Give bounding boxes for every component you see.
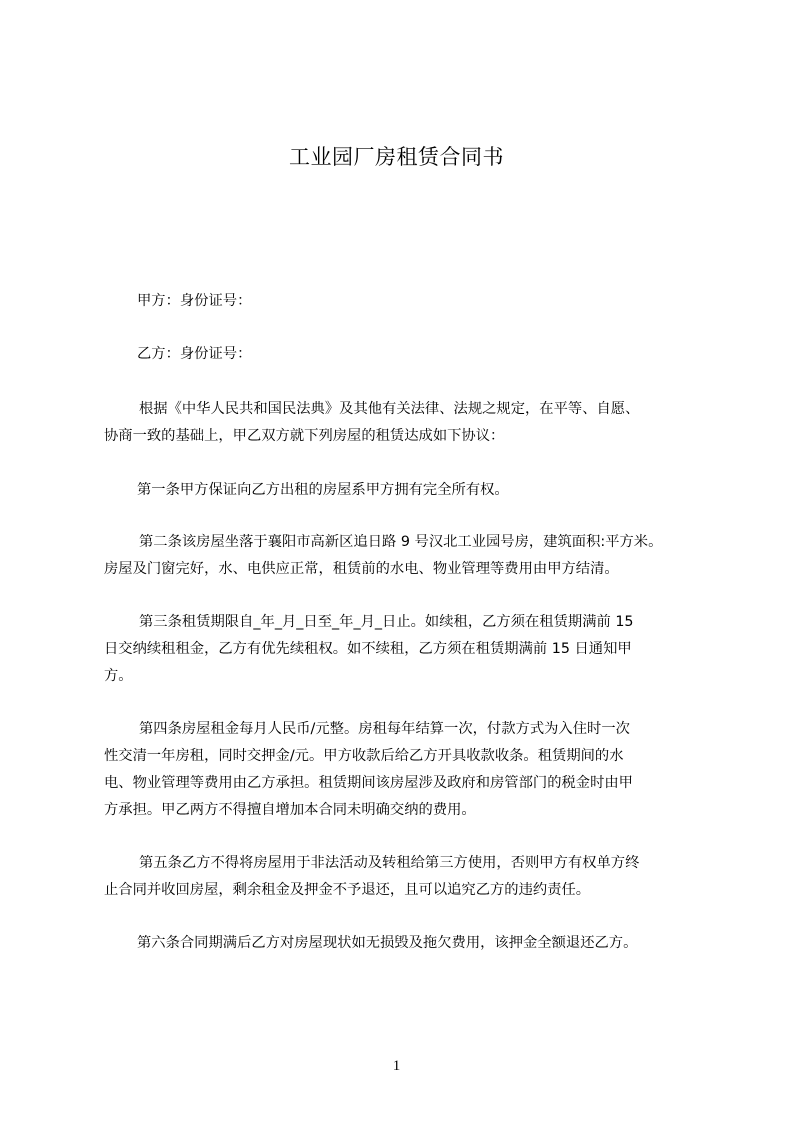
paragraph-line: 根据《中华人民共和国民法典》及其他有关法律、法规之规定，在平等、自愿、 <box>139 401 640 417</box>
paragraph-line: 第一条甲方保证向乙方出租的房屋系甲方拥有完全所有权。 <box>137 482 509 498</box>
paragraph-line: 第六条合同期满后乙方对房屋现状如无损毁及拖欠费用，该押金全额退还乙方。 <box>137 935 638 951</box>
paragraph-line: 第三条租赁期限自_年_月_日至_年_月_日止。如续租，乙方须在租赁期满前 15 <box>139 614 634 630</box>
paragraph-line: 日交纳续租租金，乙方有优先续租权。如不续租，乙方须在租赁期满前 15 日通知甲 <box>104 641 632 657</box>
paragraph-line: 第四条房屋租金每月人民币/元整。房租每年结算一次，付款方式为入住时一次 <box>139 721 630 737</box>
paragraph-line: 性交清一年房租，同时交押金/元。甲方收款后给乙方开具收款收条。租赁期间的水 <box>104 748 624 764</box>
paragraph-line: 电、物业管理等费用由乙方承担。租赁期间该房屋涉及政府和房管部门的税金时由甲 <box>104 775 633 791</box>
paragraph-line: 第五条乙方不得将房屋用于非法活动及转租给第三方使用，否则甲方有权单方终 <box>139 855 640 871</box>
paragraph-line: 方承担。甲乙两方不得擅自增加本合同未明确交纳的费用。 <box>104 802 476 818</box>
party-a-line: 甲方：身份证号： <box>137 293 252 309</box>
paragraph-line: 止合同并收回房屋，剩余租金及押金不予退还，且可以追究乙方的违约责任。 <box>104 882 591 898</box>
paragraph-line: 协商一致的基础上，甲乙双方就下列房屋的租赁达成如下协议： <box>104 428 505 444</box>
paragraph-line: 房屋及门窗完好，水、电供应正常，租赁前的水电、物业管理等费用由甲方结清。 <box>104 561 619 577</box>
paragraph-line: 方。 <box>104 668 133 684</box>
paragraph-line: 第二条该房屋坐落于襄阳市高新区追日路 9 号汉北工业园号房，建筑面积:平方米。 <box>139 534 663 550</box>
party-b-line: 乙方：身份证号： <box>137 346 252 362</box>
document-title: 工业园厂房租赁合同书 <box>289 145 504 169</box>
page-number: 1 <box>392 1058 401 1074</box>
